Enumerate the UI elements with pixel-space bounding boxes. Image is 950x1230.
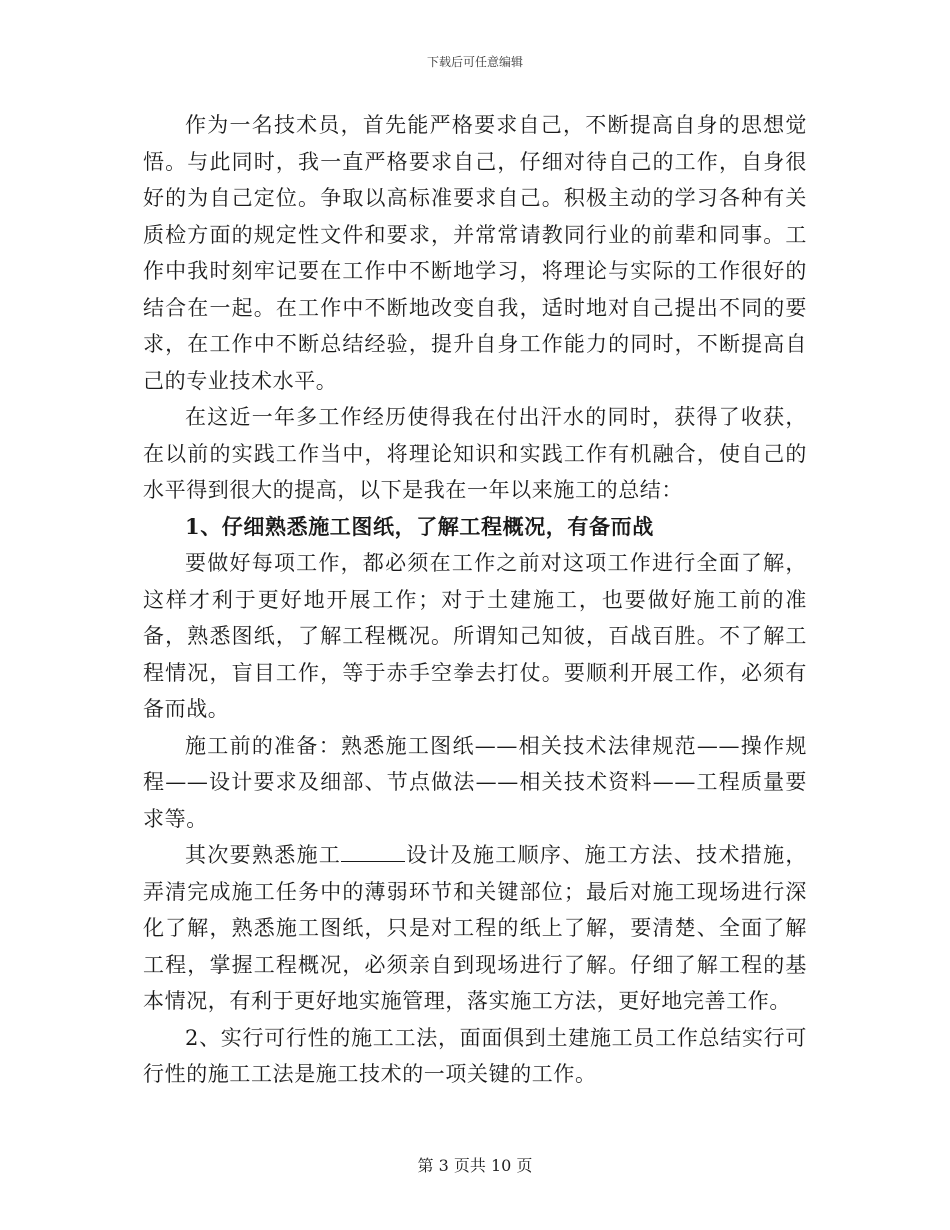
paragraph-technician-self-requirements: 作为一名技术员，首先能严格要求自己，不断提高自身的思想觉悟。与此同时，我一直严格要求自己，仔细对待自己的工作，自身很好的为自己定位。争取以高标准要求自己。积极主动的学习各种有关质检方面的规定性文件和要求，并常常请教同行业的前辈和同事。工作中我时刻牢记要在工作中不断地学习，将理论与实际的工作很好的结合在一起。在工作中不断地改变自我，适时地对自己提出不同的要求，在工作中不断总结经验，提升自身工作能力的同时，不断提高自己的专业技术水平。	[143, 113, 807, 393]
page-header: 下载后可任意编辑	[426, 55, 523, 69]
paragraph-work-experience: 在这近一年多工作经历使得我在付出汗水的同时，获得了收获，在以前的实践工作当中，将理论知识和实践工作有机融合，使自己的水平得到很大的提高，以下是我在一年以来施工的总结：	[143, 405, 807, 502]
blank-underline	[341, 843, 405, 862]
section-heading-1: 1、仔细熟悉施工图纸，了解工程概况，有备而战	[185, 513, 654, 539]
paragraph-rest-text: 设计及施工顺序、施工方法、技术措施，弄清完成施工任务中的薄弱环节和关键部位；最后对施工现场进行深化了解，熟悉施工图纸，只是对工程的纸上了解，要清楚、全面了解工程，掌握工程概况，必须亲自到现场进行了解。仔细了解工程的基本情况，有利于更好地实施管理，落实施工方法，更好地完善工作。	[143, 843, 807, 1013]
paragraph-construction-familiarity	[143, 837, 807, 1020]
paragraph-lead-text: 其次要熟悉施工	[185, 843, 342, 867]
paragraph-preparation: 要做好每项工作，都必须在工作之前对这项工作进行全面了解，这样才利于更好地开展工作；对于土建施工，也要做好施工前的准备，熟悉图纸，了解工程概况。所谓知己知彼，百战百胜。不了解工程情况，盲目工作，等于赤手空拳去打仗。要顺利开展工作，必须有备而战。	[143, 551, 807, 721]
section-heading-2: 2、实行可行性的施工工法，面面俱到土建施工员工作总结实行可行性的施工工法是施工技术的一项关键的工作。	[143, 1025, 807, 1086]
paragraph-pre-construction-prep: 施工前的准备：熟悉施工图纸——相关技术法律规范——操作规程——设计要求及细部、节点做法——相关技术资料——工程质量要求等。	[143, 733, 807, 831]
document-body	[143, 107, 807, 1093]
page-footer: 第 3 页共 10 页	[417, 1156, 533, 1175]
